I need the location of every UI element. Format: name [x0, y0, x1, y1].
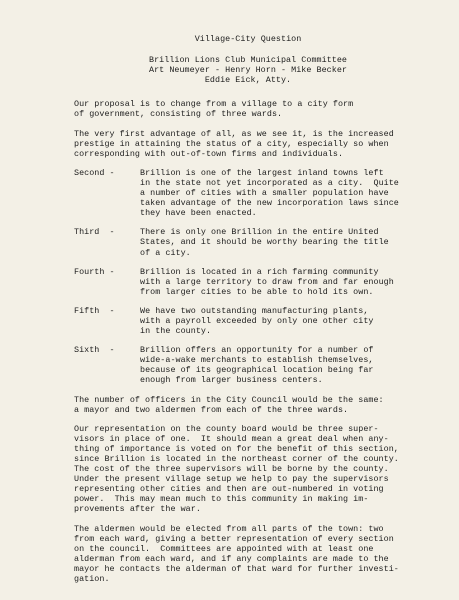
advantage-label: Third -: [74, 227, 115, 238]
advantage-label: Sixth -: [74, 345, 115, 356]
paragraph-line: from each ward, giving a better representation of every section: [74, 533, 394, 544]
paragraph-line: wide-a-wake merchants to establish themselves,: [140, 355, 374, 366]
paragraph-line: States, and it should be worthy bearing the title: [140, 237, 389, 248]
paragraph-line: in the state not yet incorporated as a city. Quite: [140, 177, 399, 188]
paragraph-line: a number of cities with a smaller population have: [140, 188, 389, 199]
paragraph-line: We have two outstanding manufacturing plants,: [140, 305, 369, 316]
paragraph-line: on the council. Committees are appointed with at least one: [74, 543, 374, 554]
paragraph-line: There is only one Brillion in the entire United: [140, 227, 379, 238]
paragraph-line: with a payroll exceeded by only one other city: [140, 315, 374, 326]
paragraph-line: Under the present village setup we help to pay the supervisors: [74, 474, 389, 485]
paragraph-line: Our proposal is to change from a village to a city form: [74, 99, 354, 110]
paragraph-line: provements after the war.: [74, 504, 201, 515]
advantage-sixth: [74, 345, 419, 385]
council-paragraph: [74, 395, 419, 415]
paragraph-line: because of its geographical location being far: [140, 365, 374, 376]
paragraph-line: of government, consisting of three wards.: [74, 109, 283, 120]
paragraph-line: mayor he contacts the alderman of that ward for further investi-: [74, 563, 399, 574]
paragraph-line: gation.: [74, 574, 110, 585]
paragraph-line: from larger cities to be able to hold its own.: [140, 286, 374, 297]
paragraph-line: a mayor and two aldermen from each of the three wards.: [74, 404, 349, 415]
paragraph-line: visors in place of one. It should mean a great deal when any-: [74, 433, 389, 444]
paragraph-line: alderman from each ward, and if any complaints are made to the: [74, 553, 389, 564]
advantage-label: Second -: [74, 167, 115, 178]
representation-paragraph: [74, 424, 419, 515]
paragraph-line: with a large territory to draw from and far enough: [140, 276, 394, 287]
paragraph-line: they have been enacted.: [140, 208, 257, 219]
paragraph-line: The very first advantage of all, as we see it, is the increased: [74, 128, 394, 139]
paragraph-line: taken advantage of the new incorporation laws since: [140, 198, 399, 209]
committee-members: Art Neumeyer - Henry Horn - Mike Becker: [149, 65, 347, 76]
committee-name: Brillion Lions Club Municipal Committee: [149, 55, 347, 66]
paragraph-line: in the county.: [140, 326, 212, 337]
paragraph-line: The aldermen would be elected from all parts of the town: two: [74, 523, 384, 534]
paragraph-line: Our representation on the county board would be three super-: [74, 423, 379, 434]
aldermen-paragraph: [74, 524, 419, 585]
advantage-fourth: [74, 267, 419, 297]
first-advantage-paragraph: [74, 129, 419, 159]
paragraph-line: Brillion offers an opportunity for a number of: [140, 345, 374, 356]
paragraph-line: The number of officers in the City Council would be the same:: [74, 394, 384, 405]
paragraph-line: power. This may mean much to this community in making im-: [74, 494, 369, 505]
paragraph-line: of a city.: [140, 247, 191, 258]
paragraph-line: Brillion is located in a rich farming community: [140, 266, 379, 277]
paragraph-line: The cost of the three supervisors will be borne by the county.: [74, 464, 389, 475]
intro-paragraph: [74, 99, 419, 119]
paragraph-line: since Brillion is located in the northeast corner of the county.: [74, 454, 399, 464]
paragraph-line: Brillion is one of the largest inland towns left: [140, 167, 384, 178]
document-title: Village-City Question: [194, 34, 302, 44]
advantage-label: Fourth -: [74, 266, 115, 277]
advantage-second: [74, 168, 419, 218]
advantage-label: Fifth -: [74, 305, 115, 316]
advantage-fifth: [74, 306, 419, 336]
committee-attorney: Eddie Eick, Atty.: [204, 75, 292, 86]
paragraph-line: corresponding with out-of-town firms and individuals.: [74, 148, 344, 159]
paragraph-line: thing of importance is voted on for the benefit of this section,: [74, 443, 399, 454]
paragraph-line: enough from larger business centers.: [140, 375, 323, 386]
advantage-third: [74, 227, 419, 257]
paragraph-line: representing other cities and then are out-numbered in voting: [74, 484, 384, 495]
paragraph-line: prestige in attaining the status of a city, especially so when: [74, 138, 389, 149]
